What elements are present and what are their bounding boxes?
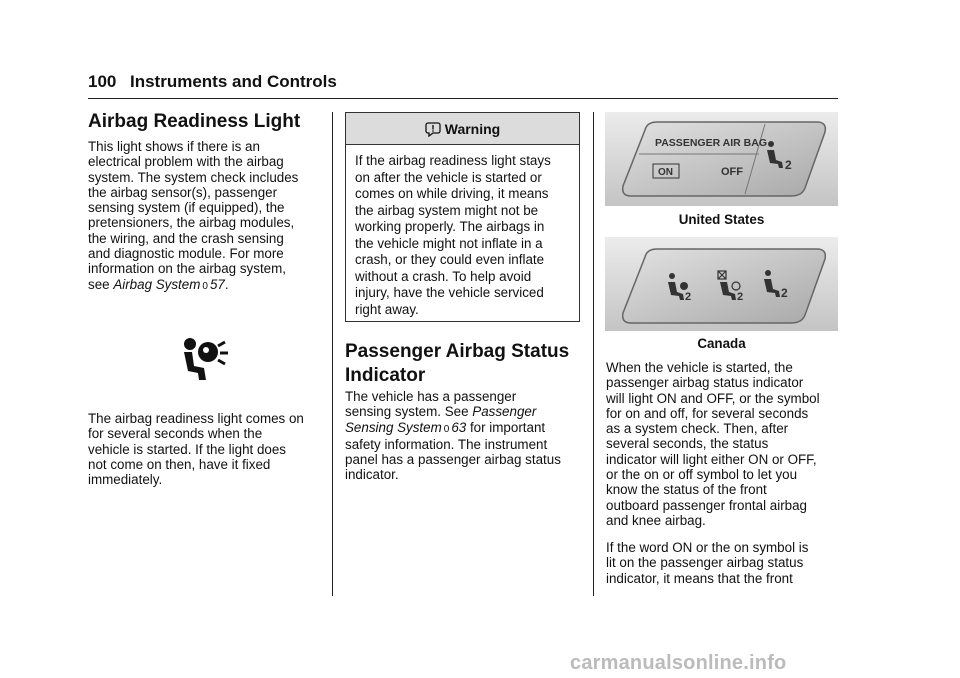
heading-line: Passenger Airbag Status [345, 341, 570, 362]
text-line: This light shows if there is an [88, 139, 260, 154]
text-line: crash, or they could even inflate [355, 252, 545, 267]
col2-paragraph [345, 389, 585, 483]
text-line: the airbag sensor(s), passenger [88, 184, 278, 200]
warning-box [345, 112, 580, 322]
text-line: electrical problem with the airbag [88, 154, 284, 170]
airbag-system-link[interactable]: Airbag System [113, 276, 201, 292]
text-line: not come on then, have it fixed [88, 456, 271, 472]
page-number: 100 [88, 72, 117, 91]
text-span: for important [466, 419, 546, 435]
panel-num-text: 2 [737, 291, 744, 303]
text-line: indicator, it means that the front [606, 570, 793, 586]
text-line: pretensioners, the airbag modules, [88, 215, 295, 231]
airbag-readiness-icon [178, 336, 230, 384]
text-line [345, 404, 585, 419]
text-line: When the vehicle is started, the [606, 360, 793, 375]
text-line: and knee airbag. [606, 512, 706, 528]
section-title: Instruments and Controls [130, 72, 337, 91]
canada-passenger-airbag-panel-image [605, 237, 838, 331]
text-line: If the word ON or the on symbol is [606, 540, 809, 555]
text-line: information on the airbag system, [88, 261, 286, 277]
watermark-text: carmanualsonline.info [570, 652, 787, 674]
page-ref-number[interactable]: 63 [451, 419, 467, 435]
panel-on-text: ON [658, 167, 673, 178]
column-divider-1 [332, 112, 333, 596]
text-span: sensing system. See [345, 404, 473, 420]
text-line [345, 420, 585, 437]
text-line: the vehicle might not inflate in a [355, 235, 543, 251]
text-line: passenger airbag status indicator [606, 375, 804, 391]
text-line: system. The system check includes [88, 169, 299, 185]
text-line: indicator will light either ON or OFF, [606, 451, 817, 467]
text-line: indicator. [345, 467, 399, 483]
see-suffix: . [224, 276, 229, 292]
text-line: injury, have the vehicle serviced [355, 285, 544, 300]
us-caption: United States [678, 212, 765, 227]
panel-num-text: 2 [781, 286, 788, 300]
page-ref-icon: 0 [202, 280, 208, 292]
text-line: right away. [355, 301, 419, 317]
heading-airbag-readiness-light: Airbag Readiness Light [88, 111, 301, 132]
text-line: the airbag system might not be [355, 202, 539, 218]
panel-num-text: 2 [685, 291, 692, 303]
heading-line: Indicator [345, 365, 426, 386]
text-line: If the airbag readiness light stays [355, 153, 551, 168]
text-line: without a crash. To help avoid [355, 268, 532, 284]
text-line: safety information. The instrument [345, 436, 548, 452]
warning-text [346, 145, 579, 318]
warning-header [346, 113, 579, 145]
warning-icon [425, 121, 441, 137]
heading-passenger-airbag-status [345, 340, 569, 388]
text-line: or the on or off symbol to let you [606, 467, 798, 483]
text-line: on after the vehicle is started or [355, 169, 542, 185]
running-header [88, 72, 337, 92]
us-passenger-airbag-panel-image [605, 112, 838, 206]
text-line: immediately. [88, 472, 163, 488]
text-line: sensing system (if equipped), the [88, 200, 285, 216]
panel-label-text: PASSENGER AIR BAG [655, 137, 768, 149]
text-line: for on and off, for several seconds [606, 405, 809, 421]
col1-paragraph-1 [88, 139, 328, 294]
column-divider-2 [593, 112, 594, 596]
text-line: for several seconds when the [88, 426, 263, 442]
text-line: the wiring, and the crash sensing [88, 230, 284, 246]
text-line: know the status of the front [606, 482, 767, 498]
text-line: several seconds, the status [606, 436, 769, 452]
page-ref-icon: 0 [443, 423, 450, 435]
see-reference-line [88, 277, 328, 294]
text-line: panel has a passenger airbag status [345, 452, 561, 468]
canada-caption: Canada [697, 336, 746, 351]
text-line: The airbag readiness light comes on [88, 411, 304, 426]
header-rule [88, 98, 838, 99]
text-line: lit on the passenger airbag status [606, 555, 804, 571]
col1-paragraph-2 [88, 411, 328, 487]
text-line: working properly. The airbags in [355, 219, 545, 234]
passenger-sensing-link-cont[interactable]: Sensing System [345, 419, 442, 435]
col3-paragraph-2 [606, 540, 842, 586]
page-ref-number[interactable]: 57 [209, 276, 225, 292]
see-prefix: see [88, 276, 114, 292]
text-line: outboard passenger frontal airbag [606, 497, 807, 513]
text-line: vehicle is started. If the light does [88, 441, 286, 457]
warning-title: Warning [444, 120, 501, 137]
col3-paragraph-1 [606, 360, 842, 528]
text-line: and diagnostic module. For more [88, 246, 284, 262]
text-line: as a system check. Then, after [606, 421, 789, 437]
text-line: The vehicle has a passenger [345, 389, 517, 404]
panel-num-text: 2 [785, 158, 792, 172]
passenger-sensing-link[interactable]: Passenger [472, 404, 537, 420]
panel-off-text: OFF [721, 166, 743, 178]
text-line: will light ON and OFF, or the symbol [606, 390, 820, 406]
text-line: comes on while driving, it means [355, 186, 549, 201]
